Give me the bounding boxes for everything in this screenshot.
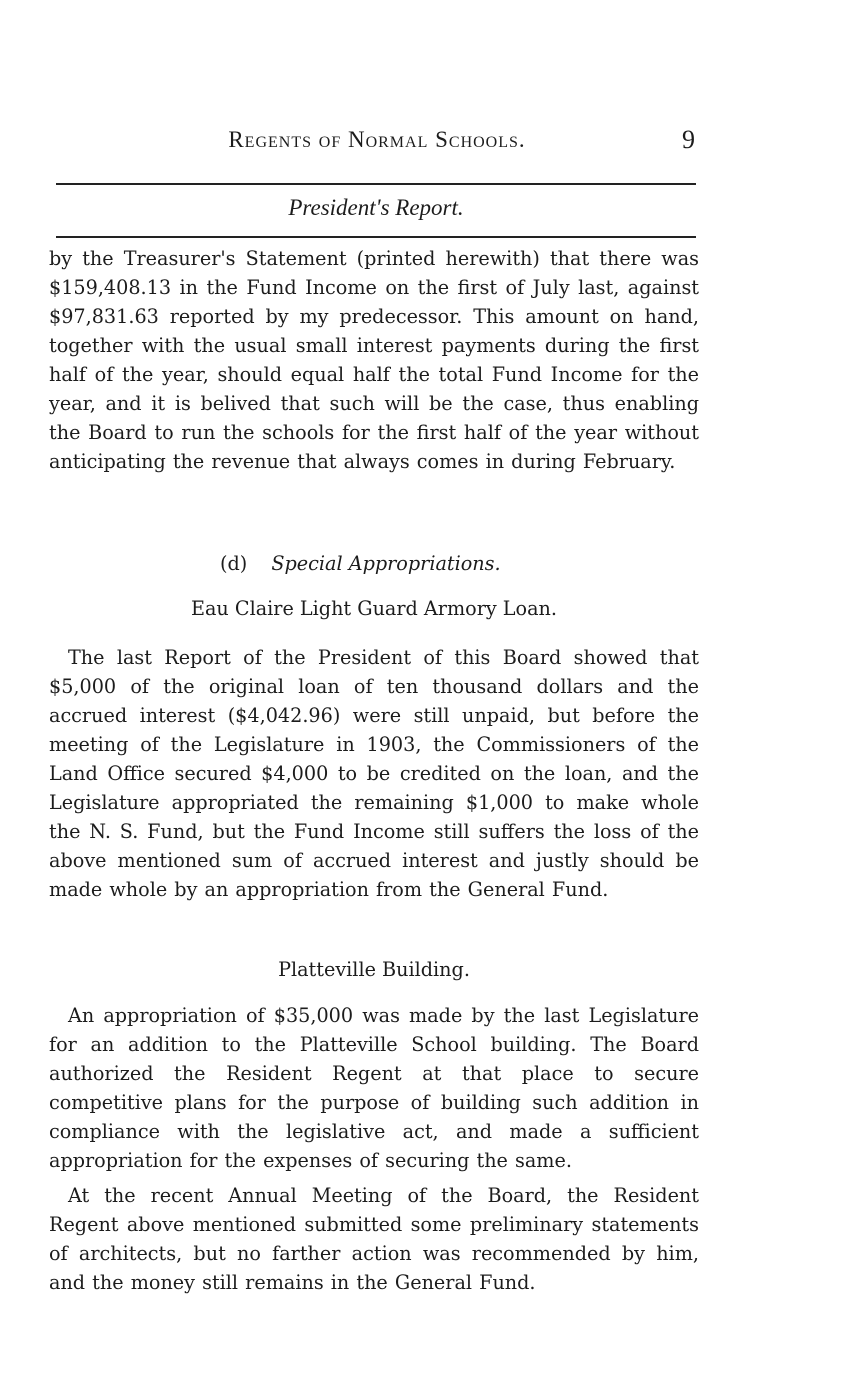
subsection-heading bbox=[220, 552, 501, 575]
subsection-label: (d) bbox=[220, 552, 248, 575]
paragraph-platteville-2: At the recent Annual Meeting of the Board, the Resident Regent above mentioned submitted some preliminary statements of architects, but no farther action was recommended by him, and the money still remains in the General Fund. bbox=[49, 1184, 699, 1294]
running-title: Regents of Normal Schools. bbox=[228, 127, 526, 152]
running-head bbox=[0, 127, 862, 157]
paragraph-fund-income: by the Treasurer's Statement (printed herewith) that there was $159,408.13 in the Fund Income on the first of July last, against $97,831.63 reported by my predecessor. This amount on hand, together with the usual small interest payments during the first half of the year, should equal half the total Fund Income for the year, and it is belived that such will be the case, thus enabling the Board to run the schools for the first half of the year without anticipating the revenue that always comes in during February. bbox=[49, 247, 699, 473]
section-head: President's Report. bbox=[288, 195, 464, 220]
heading-platteville: Platteville Building. bbox=[278, 958, 470, 981]
header-rule-bottom bbox=[56, 236, 696, 238]
paragraph-armory-loan: The last Report of the President of this Board showed that $5,000 of the original loan of ten thousand dollars and the accrued interest ($4,042.96) were still unpaid, but before the meeting of the Legislature in 1903, the Commissioners of the Land Office secured $4,000 to be credited on the loan, and the Legislature appropriated the remaining $1,000 to make whole the N. S. Fund, but the Fund Income still suffers the loss of the above mentioned sum of accrued interest and justly should be made whole by an appropriation from the General Fund. bbox=[49, 646, 699, 901]
page-number: 9 bbox=[682, 125, 695, 154]
header-rule-top bbox=[56, 183, 696, 185]
paragraph-platteville-1: An appropriation of $35,000 was made by the last Legislature for an addition to the Platteville School building. The Board authorized the Resident Regent at that place to secure competitive plans for the purpose of building such addition in compliance with the legislative act, and made a sufficient appropriation for the expenses of securing the same. bbox=[49, 1004, 699, 1172]
subsection-title: Special Appropriations. bbox=[271, 552, 501, 575]
heading-armory-loan: Eau Claire Light Guard Armory Loan. bbox=[190, 597, 557, 620]
